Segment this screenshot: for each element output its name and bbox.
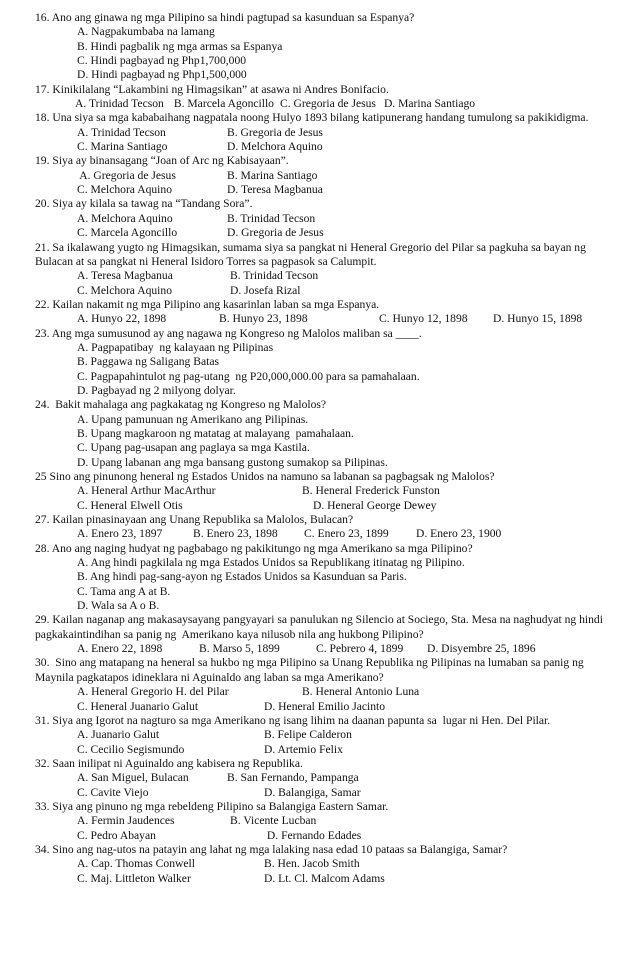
option-c: C. Cecilio Segismundo xyxy=(77,742,185,756)
question-stem: 29. Kailan naganap ang makasaysayang pangyayari sa panulukan ng Silencio at Sociego, Sta. Mesa na naghudyat ng hindi pagkakaintindihan sa panig ng Amerikano kaya nilusob nila ang hukbong Pilipino? xyxy=(35,613,606,641)
option-b: B. Marina Santiago xyxy=(227,168,318,182)
option-d: D. Heneral George Dewey xyxy=(313,498,437,512)
question-stem: 31. Siya ang Igorot na nagturo sa mga Amerikano ng isang lihim na daanan papunta sa lugar ni Hen. Del Pilar. xyxy=(35,713,551,727)
option-d: D. Teresa Magbanua xyxy=(227,183,323,197)
option-a: A. Teresa Magbanua xyxy=(77,269,173,283)
option-a: A. Trinidad Tecson xyxy=(75,97,164,111)
question-stem: 33. Siya ang pinuno ng mga rebeldeng Pilipino sa Balangiga Eastern Samar. xyxy=(35,799,389,813)
question-19 xyxy=(35,154,624,197)
question-stem: 27. Kailan pinasinayaan ang Unang Republika sa Malolos, Bulacan? xyxy=(35,513,354,527)
option-a: A. Trinidad Tecson xyxy=(77,125,166,139)
option-b: B. Enero 23, 1898 xyxy=(193,527,278,541)
option-d: D. Hunyo 15, 1898 xyxy=(493,312,583,326)
option-c: C. Gregoria de Jesus xyxy=(279,97,376,111)
option-d: D. Wala sa A o B. xyxy=(77,599,160,613)
option-c: C. Enero 23, 1899 xyxy=(304,527,389,541)
option-a: A. Nagpakumbaba na lamang xyxy=(77,25,215,39)
question-stem: 20. Siya ay kilala sa tawag na “Tandang Sora”. xyxy=(35,197,253,211)
option-d: D. Josefa Rizal xyxy=(230,283,301,297)
option-c: C. Pedro Abayan xyxy=(77,828,156,842)
option-d: D. Lt. Cl. Malcom Adams xyxy=(264,871,385,885)
option-b: B. Vicente Lucban xyxy=(230,814,317,828)
option-a: A. Upang pamunuan ng Amerikano ang Pilipinas. xyxy=(77,412,309,426)
option-b: B. Marso 5, 1899 xyxy=(199,642,280,656)
option-b: B. Heneral Frederick Funston xyxy=(302,484,440,498)
question-stem: 16. Ano ang ginawa ng mga Pilipino sa hindi pagtupad sa kasunduan sa Espanya? xyxy=(35,11,415,24)
question-stem: 24. Bakit mahalaga ang pagkakatag ng Kongreso ng Malolos? xyxy=(35,398,327,412)
option-a: A. Enero 23, 1897 xyxy=(77,527,163,541)
option-d: D. Hindi pagbayad ng Php1,500,000 xyxy=(77,68,247,82)
option-c: C. Heneral Juanario Galut xyxy=(77,699,199,713)
option-c: C. Hunyo 12, 1898 xyxy=(379,312,468,326)
option-c: C. Melchora Aquino xyxy=(77,183,172,197)
option-a: A. Gregoria de Jesus xyxy=(77,168,176,182)
option-d: D. Pagbayad ng 2 milyong dolyar. xyxy=(77,383,236,397)
option-a: A. Pagpapatibay ng kalayaan ng Pilipinas xyxy=(77,340,274,354)
question-stem: 30. Sino ang matapang na heneral sa hukbo ng mga Pilipino sa Unang Republika ng Pilipinas na lumaban sa panig ng Maynila pagkatapos idineklara ni Aguinaldo ang laban sa mga Amerikano? xyxy=(35,656,587,684)
option-c: C. Pebrero 4, 1899 xyxy=(316,642,404,656)
option-d: D. Artemio Felix xyxy=(264,742,343,756)
option-b: B. Heneral Antonio Luna xyxy=(302,685,420,699)
question-27 xyxy=(35,513,624,542)
question-25 xyxy=(35,470,624,513)
option-c: C. Hindi pagbayad ng Php1,700,000 xyxy=(77,54,247,68)
option-d: D. Disyembre 25, 1896 xyxy=(427,642,536,656)
option-b: B. Gregoria de Jesus xyxy=(227,125,323,139)
option-c: C. Maj. Littleton Walker xyxy=(77,871,191,885)
option-d: D. Heneral Emilio Jacinto xyxy=(264,699,386,713)
option-d: D. Upang labanan ang mga bansang gustong sumakop sa Pilipinas. xyxy=(77,455,388,469)
question-33 xyxy=(35,800,624,843)
question-32 xyxy=(35,757,624,800)
question-23 xyxy=(35,327,624,399)
option-b: B. San Fernando, Pampanga xyxy=(227,771,359,785)
option-c: C. Melchora Aquino xyxy=(77,283,172,297)
option-c: C. Tama ang A at B. xyxy=(77,584,171,598)
question-18 xyxy=(35,111,624,154)
option-b: B. Paggawa ng Saligang Batas xyxy=(77,355,220,369)
option-d: D. Gregoria de Jesus xyxy=(227,226,324,240)
question-stem: 17. Kinikilalang “Lakambini ng Himagsikan” at asawa ni Andres Bonifacio. xyxy=(35,82,389,96)
question-stem: 32. Saan inilipat ni Aguinaldo ang kabisera ng Republika. xyxy=(35,756,303,770)
question-29 xyxy=(35,613,624,656)
option-d: D. Marina Santiago xyxy=(383,97,476,111)
option-c: C. Cavite Viejo xyxy=(77,785,149,799)
question-20 xyxy=(35,197,624,240)
option-b: B. Hen. Jacob Smith xyxy=(264,857,360,871)
option-a: A. Cap. Thomas Conwell xyxy=(77,857,195,871)
option-c: C. Pagpapahintulot ng pag-utang ng P20,000,000.00 para sa pamahalaan. xyxy=(77,369,420,383)
option-d: D. Fernando Edades xyxy=(264,828,362,842)
option-a: A. Fermin Jaudences xyxy=(77,814,175,828)
option-d: D. Melchora Aquino xyxy=(227,140,323,154)
option-d: D. Balangiga, Samar xyxy=(264,785,361,799)
option-c: C. Marina Santiago xyxy=(77,140,168,154)
question-stem: 28. Ano ang naging hudyat ng pagbabago ng pakikitungo ng mga Amerikano sa mga Pilipino? xyxy=(35,541,473,555)
option-b: B. Trinidad Tecson xyxy=(227,211,316,225)
question-stem: 19. Siya ay binansagang “Joan of Arc ng Kabisayaan”. xyxy=(35,154,289,168)
question-24 xyxy=(35,398,624,470)
option-b: B. Felipe Calderon xyxy=(264,728,352,742)
question-stem: 18. Una siya sa mga kababaihang nagpatala noong Hulyo 1893 bilang katipunerang handang tumulong sa pakikidigma. xyxy=(35,111,589,125)
question-stem: 22. Kailan nakamit ng mga Pilipino ang kasarinlan laban sa mga Espanya. xyxy=(35,297,380,311)
question-stem: 23. Ang mga sumusunod ay ang nagawa ng Kongreso ng Malolos maliban sa ____. xyxy=(35,326,422,340)
option-a: A. Ang hindi pagkilala ng mga Estados Unidos sa Republikang itinatag ng Pilipino. xyxy=(77,556,465,570)
option-a: A. Juanario Galut xyxy=(77,728,160,742)
question-22 xyxy=(35,298,624,327)
question-31 xyxy=(35,714,624,757)
question-stem: 34. Sino ang nag-utos na patayin ang lahat ng mga lalaking nasa edad 10 pataas sa Balangiga, Samar? xyxy=(35,842,508,856)
option-b: B. Upang magkaroon ng matatag at malayang pamahalaan. xyxy=(77,426,354,440)
option-a: A. Heneral Arthur MacArthur xyxy=(77,484,216,498)
option-b: B. Hunyo 23, 1898 xyxy=(219,312,308,326)
option-a: A. Enero 22, 1898 xyxy=(77,642,163,656)
question-28 xyxy=(35,542,624,614)
question-21 xyxy=(35,241,624,298)
question-stem: 25 Sino ang pinunong heneral ng Estados Unidos na namuno sa labanan sa pagbagsak ng Malolos? xyxy=(35,470,495,483)
option-a: A. Melchora Aquino xyxy=(77,211,173,225)
option-a: A. Hunyo 22, 1898 xyxy=(77,312,167,326)
option-c: C. Upang pag-usapan ang paglaya sa mga Kastila. xyxy=(77,441,310,455)
option-c: C. Heneral Elwell Otis xyxy=(77,498,183,512)
option-a: A. San Miguel, Bulacan xyxy=(77,771,189,785)
option-b: B. Trinidad Tecson xyxy=(230,269,319,283)
question-30 xyxy=(35,656,624,713)
option-b: B. Hindi pagbalik ng mga armas sa Espanya xyxy=(77,39,283,53)
option-b: B. Marcela Agoncillo xyxy=(173,97,274,111)
option-c: C. Marcela Agoncillo xyxy=(77,226,178,240)
question-stem: 21. Sa ikalawang yugto ng Himagsikan, sumama siya sa pangkat ni Heneral Gregorio del Pilar sa pagkuha sa bayan ng Bulacan at sa pangkat ni Heneral Isidoro Torres sa pagpasok sa Calumpit. xyxy=(35,240,586,268)
option-b: B. Ang hindi pag-sang-ayon ng Estados Unidos sa Kasunduan sa Paris. xyxy=(77,570,407,584)
option-d: D. Enero 23, 1900 xyxy=(416,527,502,541)
option-a: A. Heneral Gregorio H. del Pilar xyxy=(77,685,229,699)
question-17 xyxy=(35,83,624,112)
question-34 xyxy=(35,843,624,886)
question-16 xyxy=(35,11,624,83)
